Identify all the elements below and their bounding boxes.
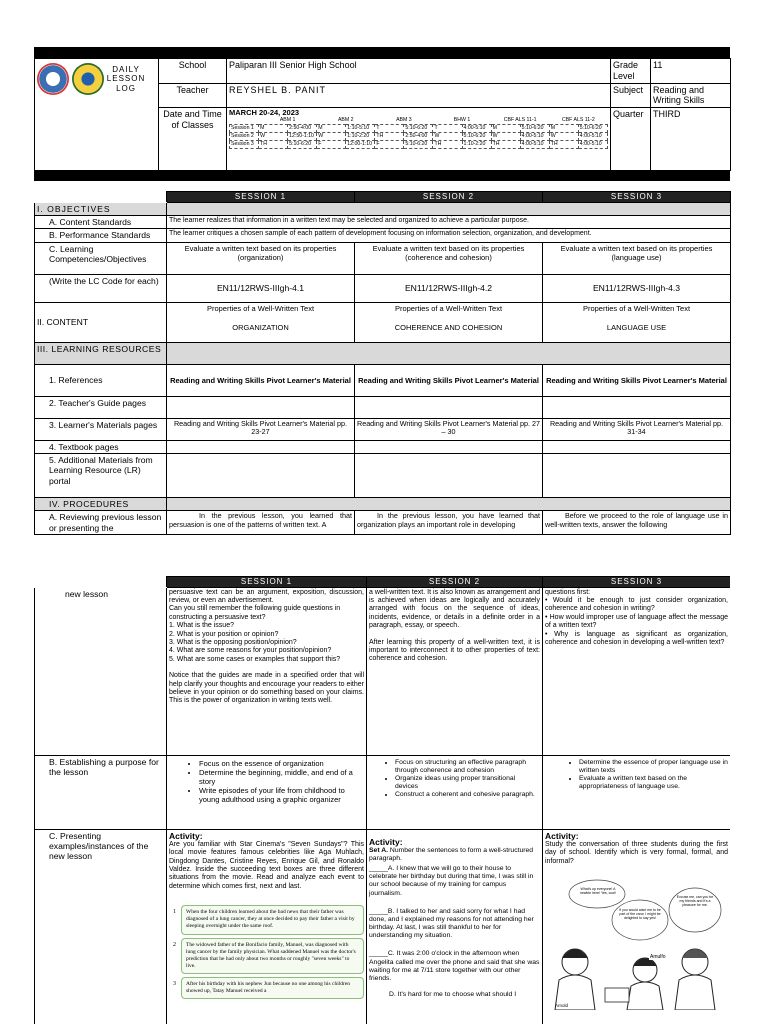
content-top-1: Properties of a Well-Written Text (206, 303, 315, 313)
s2-note: After learning this property of a well-written text, it is important to interconnect it to other properties of text: coherence and cohesion. (369, 638, 540, 663)
competency-3: Evaluate a written text based on its properties (language use) (543, 242, 731, 274)
tg-label: 2. Teacher's Guide pages (35, 396, 167, 418)
sched-cell: TH (375, 133, 404, 141)
sched-cell: W (317, 133, 346, 141)
content-bottom-3: LANGUAGE USE (606, 322, 667, 332)
purpose-3-1: • Determine the essence of proper language use in written texts (579, 759, 728, 775)
sched-cell: TH (491, 141, 520, 149)
s2-activity-cell (367, 829, 543, 1024)
sched-cell: TH (433, 141, 462, 149)
purpose-2-2: • Organize ideas using proper transitional devices (395, 775, 540, 791)
schedule-cell (227, 108, 611, 171)
purpose-label: B. Establishing a purpose for the lesson (35, 755, 167, 829)
s2-item-a: _____A. I knew that we will go to their house to celebrate her birthday but during that time, I was still in our school because of my training for campus journalism. (369, 865, 534, 897)
school-value: Paliparan III Senior High School (227, 59, 611, 84)
performance-standards: The learner critiques a chosen sample of each pattern of development focusing on information selection, organization, and development. (167, 229, 731, 242)
review-3: Before we proceed to the role of language use in well-written texts, answer the following (543, 511, 731, 535)
s3-bullet-3: • Why is language as significant as organization, coherence and cohesion in developing a well-written text? (545, 630, 728, 646)
session-3-header: SESSION 3 (543, 192, 731, 203)
performance-standards-label: B. Performance Standards (35, 229, 167, 242)
s1-q2: 2. What is your position or opinion? (169, 630, 279, 638)
sched-cell: 4:00-5:10 (520, 141, 549, 149)
session-2-header: SESSION 2 (355, 192, 543, 203)
purpose-1-2: • Determine the beginning, middle, and end of a story (199, 768, 364, 786)
review-2: In the previous lesson, you have learned that organization plays an important role in developing (355, 511, 543, 535)
comic-illustration (545, 870, 728, 1010)
lc-code-3: EN11/12RWS-IIIgh-4.3 (543, 274, 731, 302)
p2-session-1-header: SESSION 1 (167, 577, 367, 588)
sched-cell: TH (259, 141, 288, 149)
date-label: Date and Time of Classes (159, 108, 227, 171)
objectives-label: I. OBJECTIVES (35, 202, 167, 215)
lc-code-label: (Write the LC Code for each) (35, 274, 167, 302)
s3-activity-title: Activity: (545, 830, 579, 841)
sched-section: CBF ALS 11-1 (503, 117, 537, 124)
s1-q3: 3. What is the opposing position/opinion? (169, 638, 297, 646)
sched-cell: 4:00-5:10 (462, 125, 491, 133)
purpose-3-2: • Evaluate a written text based on the appropriateness of language use. (579, 775, 728, 791)
sched-cell: W (433, 133, 462, 141)
story-text-2: The widowed father of the Bonifacio family, Manuel, was diagnosed with lung cancer by the family physician. What saddened Manuel was the doctor's prediction that he had only about two months or roughly "seven weeks" to live. (186, 941, 356, 969)
resources-label: III. LEARNING RESOURCES (35, 342, 167, 364)
p2-session-2-header: SESSION 2 (367, 577, 543, 588)
review-label: A. Reviewing previous lesson or presenting the (35, 511, 167, 535)
story-box-3 (173, 977, 364, 999)
sched-section: ABM 3 (396, 117, 412, 124)
story-number-3: 3 (173, 981, 176, 988)
deped-logo-icon (72, 63, 104, 95)
sched-cell: F (317, 141, 346, 149)
sched-cell: 5:10-6:20 (404, 141, 433, 149)
story-box-2 (173, 938, 364, 975)
sched-section: CBF ALS 11-2 (561, 117, 595, 124)
s1-q1: 1. What is the issue? (169, 622, 234, 630)
content-bottom-2: COHERENCE AND COHESION (394, 322, 503, 332)
purpose-2-1: • Focus on structuring an effective paragraph through coherence and cohesion (395, 759, 540, 775)
sched-cell: 12:50-1:10 (288, 133, 317, 141)
lm-label: 3. Learner's Materials pages (35, 418, 167, 440)
lr-label: 5. Additional Materials from Learning Resource (LR) portal (35, 454, 167, 498)
comic-bubble-3: Excuse me, can you be my friends and it's a pleasure for me. (676, 894, 714, 908)
teacher-value: REYSHEL B. PANIT (227, 83, 611, 108)
s1-review-cell (167, 587, 367, 755)
s2-review-cell (367, 587, 543, 755)
s3-bullet-1-text: Would it be enough to just consider organization, coherence and cohesion in writing? (545, 596, 728, 613)
reference-2: Reading and Writing Skills Pivot Learner's Material (355, 364, 543, 396)
lm-1: Reading and Writing Skills Pivot Learner's Material pp. 23-27 (167, 418, 355, 440)
sched-section: BHW 1 (453, 117, 471, 124)
lesson-table-2 (34, 576, 730, 1024)
s3-bullet-2-text: How would improper use of language affect the message of a written text? (545, 613, 728, 630)
sched-cell: 2:50-4:00 (288, 125, 317, 133)
purpose-1-3: • Write episodes of your life from childhood to young adulthood using a graphic organizer (199, 786, 364, 804)
school-label: School (159, 59, 227, 84)
sched-row-label: Session 1 (230, 125, 259, 133)
teacher-label: Teacher (159, 83, 227, 108)
sched-section: ABM 1 (279, 117, 296, 124)
lesson-table-1 (34, 191, 731, 535)
sched-cell: F (375, 141, 404, 149)
comic-bubble-1: What's up everyone! A newbie here! Yes, cool! (580, 886, 616, 896)
deped-seal-icon (37, 63, 69, 95)
story-number-2: 2 (173, 941, 176, 948)
content-standards: The learner realizes that information in a written text may be selected and organized to achieve a particular purpose. (167, 216, 731, 229)
reference-1: Reading and Writing Skills Pivot Learner's Material (167, 364, 355, 396)
comic-name-1: Arnold (555, 1002, 569, 1008)
sched-cell: 1:10-2:20 (462, 141, 491, 149)
s3-activity-text: Study the conversation of three students during the first day of school. Identify which is very formal, formal, and informal? (545, 840, 728, 865)
sched-corner (230, 117, 259, 125)
sched-cell: T (375, 125, 404, 133)
competencies-label: C. Learning Competencies/Objectives (35, 242, 167, 274)
story-text-1: When the four children learned about the bad news that their father was diagnosed of a lung cancer, they at once decided to pay their father a visit by sleeping overnight under the same roof. (186, 909, 355, 930)
sched-cell: 4:00-5:10 (520, 133, 549, 141)
session-1-header: SESSION 1 (167, 192, 355, 203)
s3-bullet-2: • How would improper use of language affect the message of a written text? (545, 613, 728, 630)
sched-cell: M (549, 125, 578, 133)
examples-label: C. Presenting examples/instances of the new lesson (35, 829, 167, 1024)
s1-note: Notice that the guides are made in a specified order that will help clarify your thoughts and encourage your readers to either believe in your opinion or do something based on your claims. This is the power of organization in writing texts well. (169, 672, 364, 705)
s2-review-text: a well-written text. It is also known as arrangement and is achieved when ideas are logically and accurately arranged with focus on the sequence of ideas, incidents, evidence, or details in a definite order in a paragraph, essay, or speech. (369, 588, 540, 630)
new-lesson-label: new lesson (35, 587, 167, 755)
sched-row-label: Session 3 (230, 141, 259, 149)
sched-cell: W (259, 133, 288, 141)
s1-q-intro: Can you still remember the following guide questions in constructing a persuasive text? (169, 605, 341, 621)
sched-cell: T (433, 125, 462, 133)
subject-label: Subject (611, 83, 651, 108)
mid-bar (34, 171, 730, 181)
sched-cell: M (317, 125, 346, 133)
content-label: II. CONTENT (35, 302, 167, 342)
competency-2: Evaluate a written text based on its properties (coherence and cohesion) (355, 242, 543, 274)
s3-review-cell (543, 587, 731, 755)
grade-label: Grade Level (611, 59, 651, 84)
sched-cell: 2:50-4:00 (404, 133, 433, 141)
purpose-2-3: • Construct a coherent and cohesive paragraph. (395, 791, 540, 799)
s3-bullet-3-text: Why is language as significant as organization, coherence and cohesion in developing a well-written text? (545, 630, 728, 646)
purpose-1-1: • Focus on the essence of organization (199, 759, 364, 768)
comic-students-icon (545, 870, 725, 1010)
story-number-1: 1 (173, 909, 176, 916)
sched-cell: 4:00-5:10 (578, 133, 607, 141)
story-text-3: After his birthday with his nephew Jun because no one among his children showed up, Tatay Manuel received a (186, 981, 351, 995)
s1-review-text: persuasive text can be an argument, exposition, discussion, review, or even an advertisement. (169, 588, 364, 604)
sched-cell: 5:10-6:20 (288, 141, 317, 149)
sched-cell: W (549, 133, 578, 141)
references-label: 1. References (35, 364, 167, 396)
subject-value: Reading and Writing Skills (651, 83, 731, 108)
tb-label: 4. Textbook pages (35, 440, 167, 453)
quarter-label: Quarter (611, 108, 651, 171)
s3-bullet-1: • Would it be enough to just consider organization, coherence and cohesion in writing? (545, 596, 728, 613)
s2-item-c: _____C. It was 2:00 o'clock in the afternoon when Angelita called me over the phone and said that she was waiting for me at 7/11 store together with our other friends. (369, 950, 540, 982)
sched-cell: 12:00-1:10 (346, 141, 375, 149)
lm-3: Reading and Writing Skills Pivot Learner's Material pp. 31-34 (543, 418, 731, 440)
s1-q4: 4. What are some reasons for your position/opinion? (169, 647, 332, 655)
content-top-2: Properties of a Well-Written Text (394, 303, 503, 313)
content-top-3: Properties of a Well-Written Text (582, 303, 691, 313)
s1-q5: 5. What are some cases or examples that support this? (169, 655, 341, 663)
header-table (34, 58, 731, 171)
sched-cell: 4:00-5:10 (578, 141, 607, 149)
s1-activity-text: Are you familiar with Star Cinema's "Seven Sundays"? This local movie features famous celebrities like Aga Muhlach, Dingdong Dantes, Cristine Reyes, Enrique Gil, and Ronaldo Valdez. Inside the succeeding text boxes are three different situations from the movie. Read and analyze each event to determine which comes first, next and last. (169, 840, 364, 890)
story-box-1 (173, 905, 364, 934)
page-2 (34, 576, 730, 1024)
s2-item-d: D. It's hard for me to choose what should I (389, 990, 517, 998)
comic-bubble-2: If you would want me to be part of the crew, I might be delighted to say yes! (619, 907, 661, 921)
lc-code-2: EN11/12RWS-IIIgh-4.2 (355, 274, 543, 302)
s1-activity-cell (167, 829, 367, 1024)
p2-session-3-header: SESSION 3 (543, 577, 731, 588)
reference-3: Reading and Writing Skills Pivot Learner's Material (543, 364, 731, 396)
competency-1: Evaluate a written text based on its properties (organization) (167, 242, 355, 274)
sched-cell: 5:10-6:20 (578, 125, 607, 133)
s1-activity-title: Activity: (169, 830, 203, 841)
content-standards-label: A. Content Standards (35, 216, 167, 229)
sched-cell: 5:10-6:20 (404, 125, 433, 133)
lc-code-1: EN11/12RWS-IIIgh-4.1 (167, 274, 355, 302)
sched-cell: 1:10-5:10 (346, 125, 375, 133)
sched-cell: M (259, 125, 288, 133)
procedures-label: IV. PROCEDURES (35, 498, 167, 511)
logo-area (35, 59, 159, 171)
review-1: In the previous lesson, you learned that persuasion is one of the patterns of written text. A (167, 511, 355, 535)
schedule-table (229, 117, 608, 149)
s3-activity-cell (543, 829, 731, 1024)
date-value: MARCH 20-24, 2023 (229, 108, 300, 118)
s2-set-line (369, 847, 540, 863)
sched-cell: TH (549, 141, 578, 149)
doc-title: DAILY LESSON LOG (106, 64, 146, 93)
content-bottom-1: ORGANIZATION (232, 322, 289, 332)
s2-instruction: Number the sentences to form a well-structured paragraph. (369, 846, 534, 862)
top-bar (34, 47, 730, 58)
lm-2: Reading and Writing Skills Pivot Learner's Material pp. 27 – 30 (355, 418, 543, 440)
quarter-value: THIRD (651, 108, 731, 171)
sched-row-label: Session 2 (230, 133, 259, 141)
sched-cell: 1:10-2:20 (346, 133, 375, 141)
sched-cell: W (491, 133, 520, 141)
page-1 (34, 47, 730, 535)
sched-cell: 5:10-6:20 (520, 125, 549, 133)
s2-set-label: Set A. (369, 846, 389, 854)
grade-value: 11 (651, 59, 731, 84)
comic-name-2: Amulfo (650, 953, 666, 960)
s3-intro: questions first: (545, 588, 591, 596)
sched-section: ABM 2 (337, 117, 354, 124)
s2-activity-title: Activity: (369, 836, 403, 847)
sched-cell: M (491, 125, 520, 133)
s2-item-b: _____B. I talked to her and said sorry for what I had done, and I explained my reasons for not attending her birthday. At last, I was still thankful to her for understanding my situation. (369, 907, 534, 940)
sched-cell: 5:10-6:20 (462, 133, 491, 141)
